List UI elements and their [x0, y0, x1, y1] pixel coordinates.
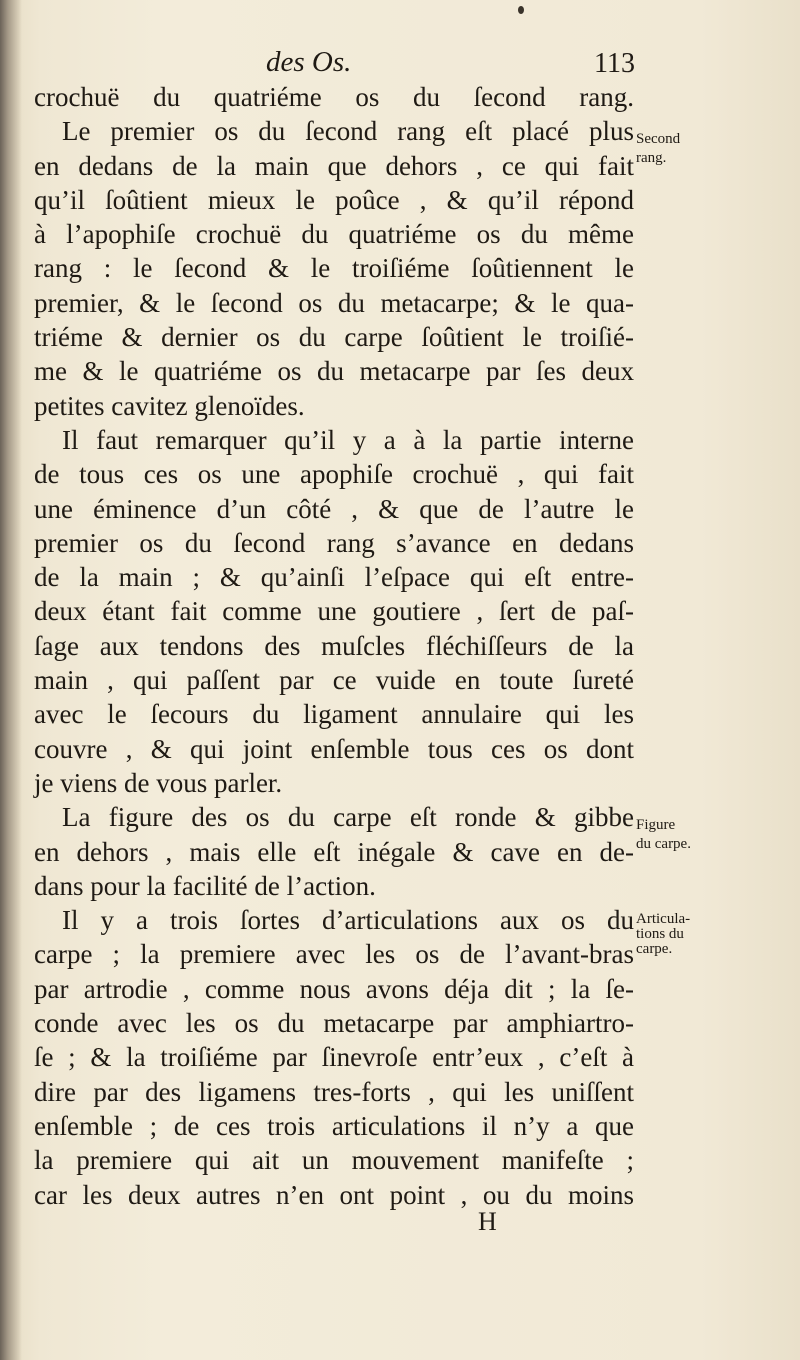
text-line: ſe ; & la troiſiéme par ſinevroſe entr’eux , c’eſt à: [34, 1042, 634, 1073]
text-line: en dehors , mais elle eſt inégale & cave en de-: [34, 836, 634, 867]
text-line: une éminence d’un côté , & que de l’autre le: [34, 493, 634, 524]
text-line: avec le ſecours du ligament annulaire qui les: [34, 699, 634, 730]
text-line: en dedans de la main que dehors , ce qui fait: [34, 150, 634, 181]
margin-note-line: Second: [636, 131, 681, 147]
text-line: Le premier os du ſecond rang eſt placé plus: [62, 116, 634, 147]
text-line: crochuë du quatriéme os du ſecond rang.: [34, 82, 634, 112]
page-number: 113: [594, 48, 635, 79]
ink-speck: [518, 6, 524, 14]
text-line: par artrodie , comme nous avons déja dit ; la ſe-: [34, 973, 634, 1004]
text-line: couvre , & qui joint enſemble tous ces os dont: [34, 733, 634, 764]
text-line: Il faut remarquer qu’il y a à la partie interne: [62, 424, 634, 455]
margin-note-second-rang: [636, 132, 796, 166]
signature-mark: H: [478, 1207, 497, 1236]
text-line: premier, & le ſecond os du metacarpe; & le qua-: [34, 287, 634, 318]
text-line: triéme & dernier os du carpe ſoûtient le troiſié-: [34, 322, 634, 353]
margin-note-line: tions du: [636, 926, 684, 942]
text-line: je viens de vous parler.: [34, 767, 283, 798]
text-line: qu’il ſoûtient mieux le poûce , & qu’il répond: [34, 184, 634, 215]
body-text: [34, 80, 634, 1212]
margin-note-line: carpe.: [636, 941, 673, 957]
text-line: deux étant fait comme une goutiere , ſert de paſ-: [34, 596, 634, 627]
text-line: la premiere qui ait un mouvement manifeſte ;: [34, 1145, 634, 1176]
text-line: dire par des ligamens tres-forts , qui les uniſſent: [34, 1076, 634, 1107]
margin-note-figure-du-carpe: [636, 818, 796, 852]
text-line: à l’apophiſe crochuë du quatriéme os du même: [34, 219, 634, 250]
text-line: Il y a trois ſortes d’articulations aux os du: [62, 905, 634, 936]
text-line: conde avec les os du metacarpe par amphiartro-: [34, 1008, 634, 1039]
text-line: dans pour la facilité de l’action.: [34, 870, 376, 901]
text-line: premier os du ſecond rang s’avance en dedans: [34, 527, 634, 558]
margin-note-line: Articula-: [636, 911, 691, 927]
text-line: me & le quatriéme os du metacarpe par ſes deux: [34, 356, 634, 387]
margin-note-line: du carpe.: [636, 836, 691, 852]
page-gutter-shadow: [0, 0, 22, 1360]
margin-note-line: rang.: [636, 150, 667, 166]
running-head-title: des Os.: [266, 46, 352, 78]
text-line: main , qui paſſent par ce vuide en toute ſureté: [34, 665, 634, 696]
text-line: petites cavitez glenoïdes.: [34, 390, 305, 421]
text-line: de tous ces os une apophiſe crochuë , qui fait: [34, 459, 634, 490]
text-line: La figure des os du carpe eſt ronde & gibbe: [62, 802, 634, 833]
text-line: rang : le ſecond & le troiſiéme ſoûtiennent le: [34, 253, 634, 284]
text-line: car les deux autres n’en ont point , ou du moins: [34, 1179, 634, 1210]
text-line: de la main ; & qu’ainſi l’eſpace qui eſt entre-: [34, 562, 634, 593]
margin-note-line: Figure: [636, 817, 676, 833]
text-line: carpe ; la premiere avec les os de l’avant-bras: [34, 939, 634, 970]
margin-note-articulations-du-carpe: [636, 912, 796, 957]
text-line: ſage aux tendons des muſcles fléchiſſeurs de la: [34, 630, 634, 661]
text-line: enſemble ; de ces trois articulations il n’y a que: [34, 1110, 634, 1141]
